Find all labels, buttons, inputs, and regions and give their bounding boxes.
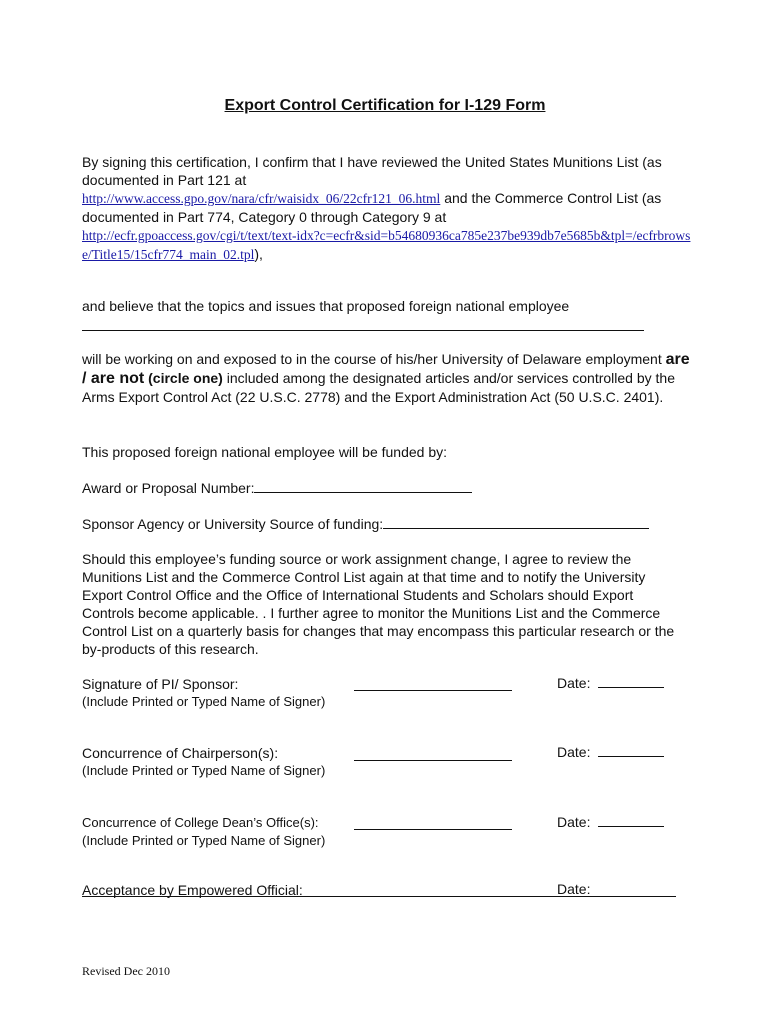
pi-printed-note: (Include Printed or Typed Name of Signer)	[82, 694, 326, 709]
dean-signature-line[interactable]	[354, 829, 512, 830]
pi-date	[557, 675, 664, 691]
revision-footer: Revised Dec 2010	[82, 964, 170, 978]
employee-name-field[interactable]	[82, 330, 644, 331]
dean-date-label: Date:	[557, 814, 591, 830]
intro-paragraph	[82, 153, 692, 264]
intro-text-1: By signing this certification, I confirm that I have reviewed the United States Munitions List (as documented in Part 121 at	[82, 154, 662, 188]
pi-signature-line[interactable]	[354, 690, 512, 691]
agreement-paragraph: Should this employee’s funding source or work assignment change, I agree to review the Munitions List and the Commerce Control List again at that time and to notify the University Export Control Office and the Office of International Students and Scholars should Export Controls become applicable. . I further agree to monitor the Munitions List and the Commerce Control List on a quarterly basis for changes that may encompass this particular research or the by-products of this research.	[82, 551, 675, 657]
pi-date-field[interactable]	[598, 675, 664, 688]
funded-by-text: This proposed foreign national employee will be funded by:	[82, 444, 448, 460]
chair-date-label: Date:	[557, 744, 591, 760]
dean-date	[557, 814, 664, 830]
chair-printed-note: (Include Printed or Typed Name of Signer)	[82, 763, 326, 778]
intro-text-3: ),	[254, 246, 263, 262]
exposure-text-2: included among the designated articles and/or services controlled by the Arms Export Control Act (22 U.S.C. 2778) and the Export Administration Act (50 U.S.C. 2401).	[82, 370, 675, 405]
sponsor-label: Sponsor Agency or University Source of funding:	[82, 516, 384, 532]
sponsor-field[interactable]	[383, 516, 649, 529]
exposure-text-1: will be working on and exposed to in the course of his/her University of Delaware employment	[82, 351, 662, 367]
dean-signature-block	[82, 814, 325, 850]
page-title: Export Control Certification for I-129 Form	[224, 97, 546, 114]
dean-signature-label: Concurrence of College Dean’s Office(s):	[82, 815, 319, 830]
dean-date-field[interactable]	[598, 814, 664, 827]
pi-signature-label: Signature of PI/ Sponsor:	[82, 676, 239, 692]
award-number-label: Award or Proposal Number:	[82, 480, 255, 496]
chair-signature-line[interactable]	[354, 760, 512, 761]
chair-signature-label: Concurrence of Chairperson(s):	[82, 745, 279, 761]
chair-date	[557, 744, 664, 760]
sponsor-row	[82, 515, 649, 533]
acceptance-date-label: Date:	[557, 881, 591, 897]
pi-date-label: Date:	[557, 675, 591, 691]
exposure-paragraph	[82, 350, 692, 406]
circle-one-note: (circle one)	[148, 370, 223, 386]
believe-text: and believe that the topics and issues that proposed foreign national employee	[82, 298, 570, 314]
acceptance-signature-line[interactable]	[82, 896, 676, 897]
are-are-not-choice[interactable]: are / are not	[82, 351, 690, 387]
intro-text-2: and the Commerce Control List (as documented in Part 774, Category 0 through Category 9 at	[82, 190, 662, 225]
chair-signature-block	[82, 744, 325, 780]
commerce-control-list-link[interactable]: http://ecfr.gpoaccess.gov/cgi/t/text/text-idx?c=ecfr&sid=b54680936ca785e237be939db7e5685b&tpl=/ecfrbrowse/Title15/15cfr774_main_02.tpl	[82, 228, 691, 262]
acceptance-label: Acceptance by Empowered Official:	[82, 882, 303, 898]
dean-printed-note: (Include Printed or Typed Name of Signer)	[82, 833, 326, 848]
award-number-row	[82, 479, 472, 497]
award-number-field[interactable]	[254, 480, 472, 493]
chair-date-field[interactable]	[598, 744, 664, 757]
pi-signature-block	[82, 675, 325, 711]
munitions-list-link[interactable]: http://www.access.gpo.gov/nara/cfr/waisidx_06/22cfr121_06.html	[82, 191, 441, 206]
